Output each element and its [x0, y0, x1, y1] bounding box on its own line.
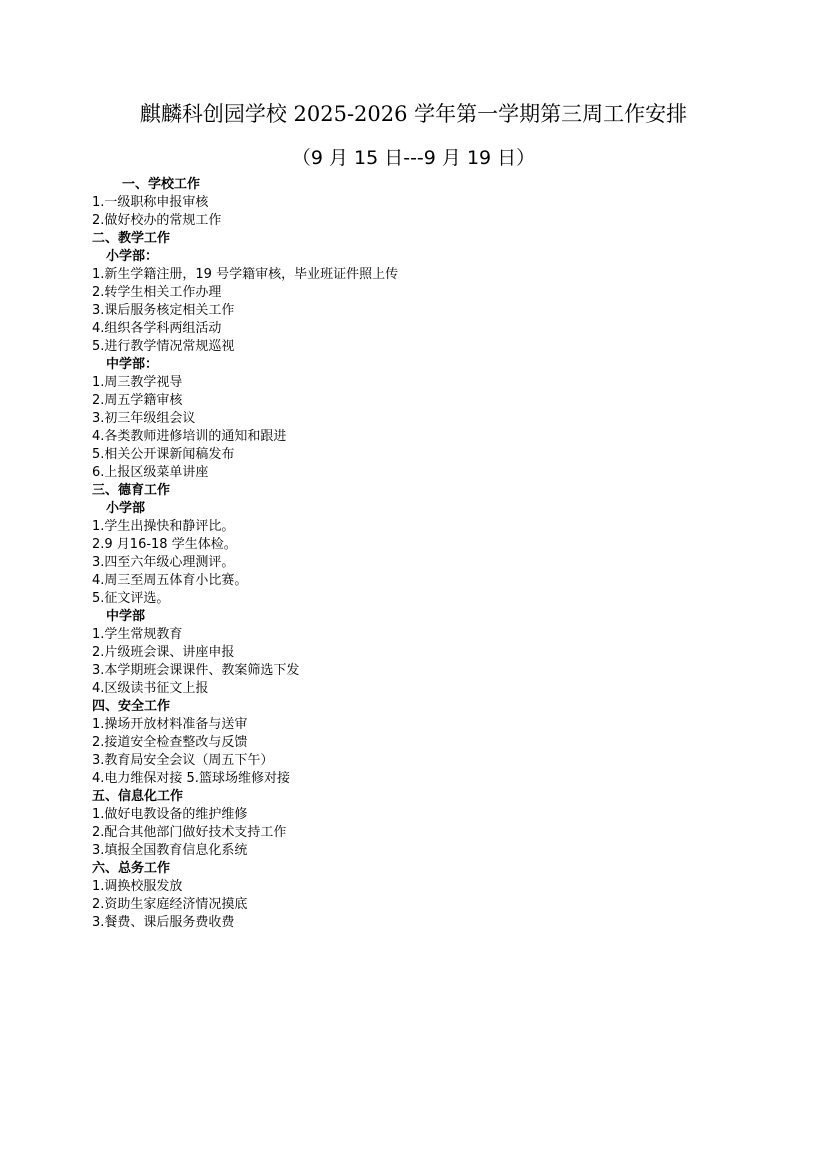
list-item: 2.转学生相关工作办理: [92, 285, 222, 300]
list-item: 5.进行教学情况常规巡视: [92, 339, 235, 354]
list-item: 2.9 月16-18 学生体检。: [92, 537, 237, 552]
list-item: 1.学生常规教育: [92, 627, 183, 642]
list-item: 2.配合其他部门做好技术支持工作: [92, 825, 287, 840]
subsection-heading-primary: 小学部: [106, 501, 146, 516]
list-item: 1.调换校服发放: [92, 879, 183, 894]
list-item: 2.做好校办的常规工作: [92, 213, 222, 228]
list-item: 1.一级职称申报审核: [92, 195, 209, 210]
document-subtitle: （9 月 15 日---9 月 19 日）: [291, 147, 536, 169]
document-body: [92, 176, 792, 932]
list-item: 3.餐费、课后服务费收费: [92, 915, 235, 930]
section-heading-general-affairs: 六、总务工作: [92, 861, 171, 876]
section-heading-teaching: 二、教学工作: [92, 231, 171, 246]
list-item: 3.本学期班会课课件、教案筛选下发: [92, 663, 300, 678]
list-item: 1.周三教学视导: [92, 375, 183, 390]
subsection-heading-primary: 小学部：: [106, 249, 159, 264]
list-item: 5.征文评选。: [92, 591, 170, 606]
subsection-heading-secondary: 中学部: [106, 609, 146, 624]
section-heading-safety: 四、安全工作: [92, 699, 171, 714]
list-item: 2.接道安全检查整改与反馈: [92, 735, 248, 750]
list-item: 4.电力维保对接 5.篮球场维修对接: [92, 771, 290, 786]
list-item: 1.新生学籍注册，19 号学籍审核，毕业班证件照上传: [92, 267, 399, 282]
list-item: 4.组织各学科两组活动: [92, 321, 222, 336]
document-title: 麒麟科创园学校 2025-2026 学年第一学期第三周工作安排: [139, 102, 688, 126]
list-item: 2.片级班会课、讲座申报: [92, 645, 235, 660]
list-item: 3.课后服务核定相关工作: [92, 303, 235, 318]
list-item: 4.各类教师进修培训的通知和跟进: [92, 429, 287, 444]
list-item: 1.学生出操快和静评比。: [92, 519, 235, 534]
list-item: 4.周三至周五体育小比赛。: [92, 573, 248, 588]
list-item: 2.资助生家庭经济情况摸底: [92, 897, 248, 912]
subsection-heading-secondary: 中学部：: [106, 357, 159, 372]
list-item: 2.周五学籍审核: [92, 393, 183, 408]
section-heading-moral: 三、德育工作: [92, 483, 171, 498]
list-item: 3.填报全国教育信息化系统: [92, 843, 248, 858]
section-heading-school: 一、学校工作: [122, 177, 201, 192]
list-item: 6.上报区级菜单讲座: [92, 465, 209, 480]
list-item: 3.教育局安全会议（周五下午）: [92, 753, 274, 768]
list-item: 1.操场开放材料准备与送审: [92, 717, 248, 732]
list-item: 4.区级读书征文上报: [92, 681, 209, 696]
list-item: 1.做好电教设备的维护维修: [92, 807, 248, 822]
list-item: 3.初三年级组会议: [92, 411, 196, 426]
list-item: 5.相关公开课新闻稿发布: [92, 447, 235, 462]
section-heading-it: 五、信息化工作: [92, 789, 184, 804]
list-item: 3.四至六年级心理测评。: [92, 555, 235, 570]
